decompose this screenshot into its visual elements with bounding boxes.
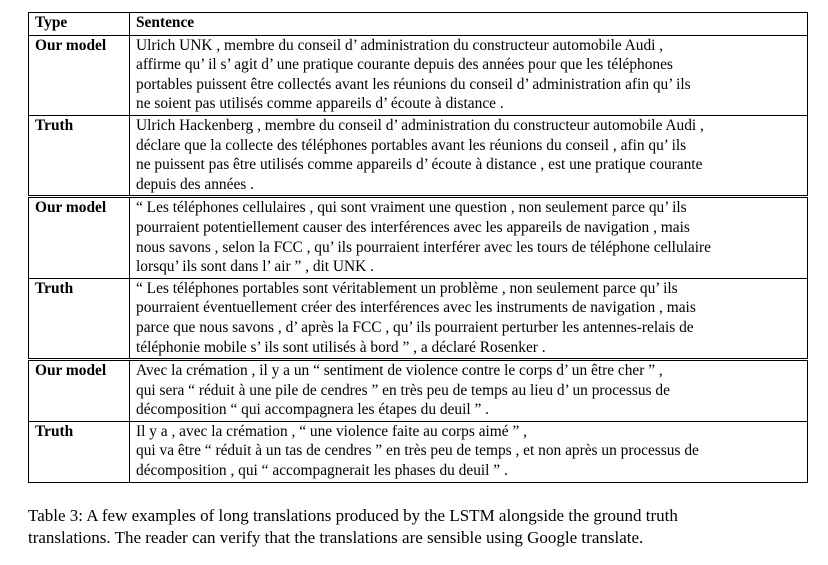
- sentence-line: qui sera “ réduit à une pile de cendres ” en très peu de temps au lieu d’ un processus de: [136, 381, 670, 399]
- sentence-line: depuis des années .: [136, 175, 254, 193]
- type-cell-truth: Truth: [29, 115, 130, 196]
- truth-sentence: [130, 115, 808, 196]
- truth-sentence: [130, 278, 808, 359]
- sentence-line: ne puissent pas être utilisés comme appareils d’ écoute à distance , est une pratique courante: [136, 156, 703, 174]
- sentence-line: Avec la crémation , il y a un “ sentiment de violence contre le corps d’ un être cher ” ,: [136, 362, 663, 380]
- sentence-line: nous savons , selon la FCC , qu’ ils pourraient interférer avec les tours de téléphone cellulaire: [136, 238, 711, 256]
- sentence-line: décomposition , qui “ accompagnerait les phases du deuil ” .: [136, 462, 508, 480]
- type-cell-model: Our model: [29, 197, 130, 278]
- truth-row: [29, 278, 808, 359]
- model-row: [29, 360, 808, 422]
- header-sentence: Sentence: [130, 13, 808, 36]
- caption-line: translations. The reader can verify that the translations are sensible using Google translate.: [28, 528, 644, 547]
- sentence-line: affirme qu’ il s’ agit d’ une pratique courante depuis des années pour que les téléphones: [136, 56, 673, 74]
- sentence-line: ne soient pas utilisés comme appareils d’ écoute à distance .: [136, 95, 504, 113]
- truth-sentence: [130, 421, 808, 482]
- sentence-line: pourraient éventuellement créer des interférences avec les instruments de navigation , mais: [136, 299, 696, 317]
- sentence-line: décomposition “ qui accompagnera les étapes du deuil ” .: [136, 401, 490, 419]
- sentence-line: lorsqu’ ils sont dans l’ air ” , dit UNK .: [136, 258, 374, 276]
- sentence-line: “ Les téléphones cellulaires , qui sont vraiment une question , non seulement parce qu’ ils: [136, 199, 687, 217]
- sentence-line: portables puissent être collectés avant les réunions du conseil d’ administration afin qu’ ils: [136, 75, 691, 93]
- type-cell-truth: Truth: [29, 421, 130, 482]
- sentence-line: téléphonie mobile s’ ils sont utilisés à bord ” , a déclaré Rosenker .: [136, 338, 546, 356]
- sentence-line: “ Les téléphones portables sont véritablement un problème , non seulement parce qu’ ils: [136, 279, 678, 297]
- translation-examples-table: [28, 12, 808, 483]
- sentence-line: Ulrich Hackenberg , membre du conseil d’ administration du constructeur automobile Audi ,: [136, 116, 704, 134]
- sentence-line: parce que nous savons , d’ après la FCC , qu’ ils pourraient perturber les antennes-relais de: [136, 318, 694, 336]
- table-caption: [28, 505, 818, 549]
- model-row: [29, 35, 808, 115]
- sentence-line: Ulrich UNK , membre du conseil d’ administration du constructeur automobile Audi ,: [136, 36, 664, 54]
- model-row: [29, 197, 808, 278]
- caption-line: Table 3: A few examples of long translations produced by the LSTM alongside the ground truth: [28, 506, 678, 525]
- sentence-line: Il y a , avec la crémation , “ une violence faite au corps aimé ” ,: [136, 422, 527, 440]
- truth-row: [29, 115, 808, 196]
- header-type: Type: [29, 13, 130, 36]
- type-cell-truth: Truth: [29, 278, 130, 359]
- example-group-1: [29, 35, 808, 197]
- table-header-row: [29, 13, 808, 36]
- truth-row: [29, 421, 808, 482]
- type-cell-model: Our model: [29, 360, 130, 422]
- model-sentence: [130, 360, 808, 422]
- sentence-line: pourraient potentiellement causer des interférences avec les appareils de navigation , mais: [136, 218, 690, 236]
- example-group-2: [29, 197, 808, 360]
- example-group-3: [29, 360, 808, 483]
- model-sentence: [130, 35, 808, 115]
- type-cell-model: Our model: [29, 35, 130, 115]
- model-sentence: [130, 197, 808, 278]
- sentence-line: déclare que la collecte des téléphones portables avant les réunions du conseil , afin qu’ ils: [136, 136, 687, 154]
- sentence-line: qui va être “ réduit à un tas de cendres ” en très peu de temps , et non après un processus de: [136, 442, 699, 460]
